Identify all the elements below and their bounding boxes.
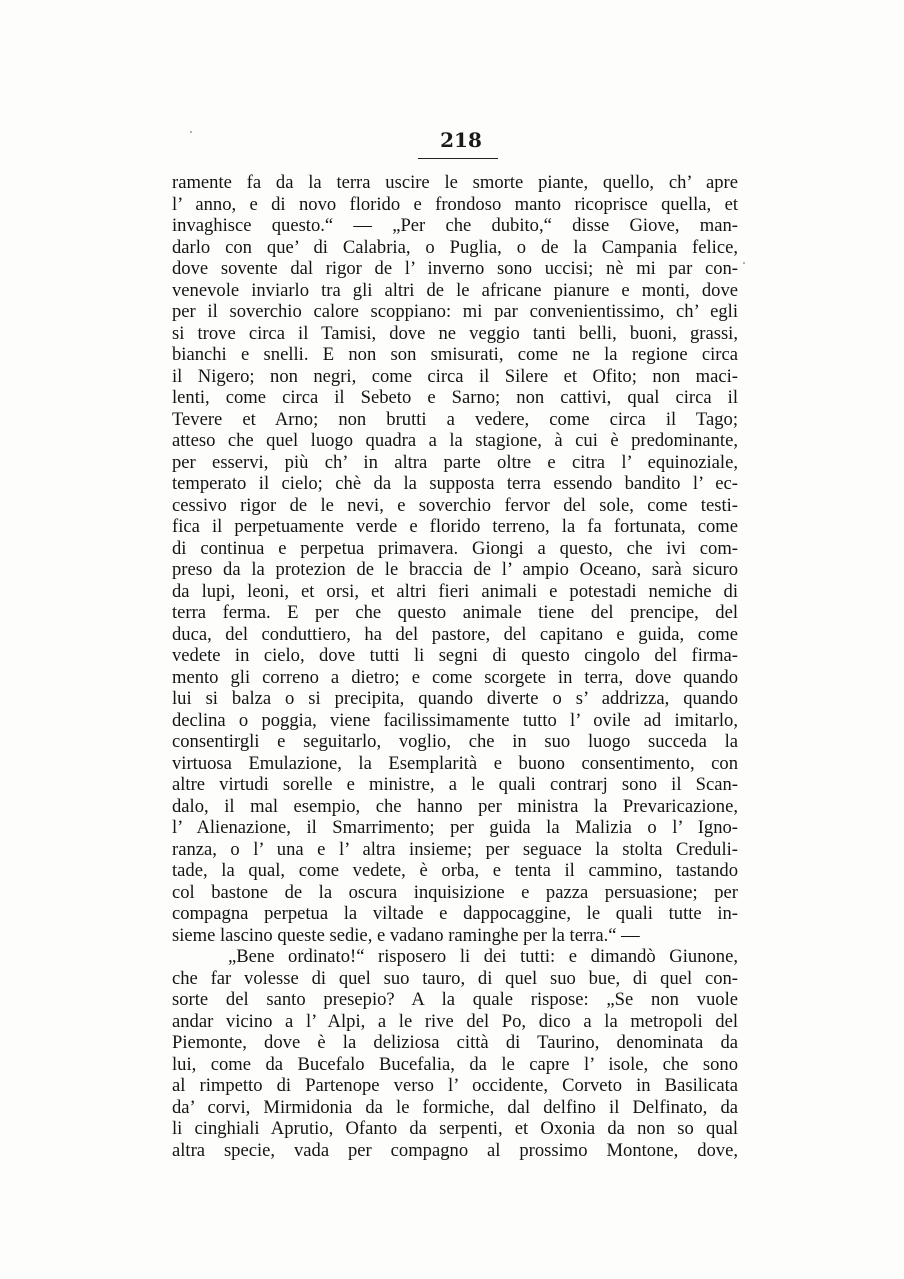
text-line: dalo, il mal esempio, che hanno per ministra la Prevaricazione, [172, 795, 738, 817]
text-line: per il soverchio calore scoppiano: mi par convenientissimo, ch’ egli [172, 301, 738, 322]
text-line: l’ anno, e di novo florido e frondoso manto ricoprisce quella, et [172, 193, 738, 215]
text-line: da’ corvi, Mirmidonia da le formiche, dal delfino il Delfinato, da [172, 1096, 738, 1118]
text-line: si trove circa il Tamisi, dove ne veggio tanti belli, buoni, grassi, [172, 322, 738, 344]
text-line: da lupi, leoni, et orsi, et altri fieri animali e potestadi nemiche di [172, 580, 738, 602]
text-line: mento gli correno a dietro; e come scorgete in terra, dove quando [172, 666, 738, 688]
text-line: temperato il cielo; chè da la supposta terra essendo bandito l’ ec- [172, 473, 738, 494]
text-line: invaghisce questo.“ — „Per che dubito,“ disse Giove, man- [172, 215, 738, 236]
text-line: lenti, come circa il Sebeto e Sarno; non cattivi, qual circa il [172, 387, 738, 408]
text-line: consentirgli e seguitarlo, voglio, che in suo luogo succeda la [172, 731, 738, 752]
text-line: atteso che quel luogo quadra a la stagione, à cui è predominante, [172, 430, 738, 451]
text-line: venevole inviarlo tra gli altri de le africane pianure e monti, dove [172, 279, 738, 301]
text-line: virtuosa Emulazione, la Esemplarità e buono consentimento, con [172, 752, 738, 774]
text-line: tade, la qual, come vedete, è orba, e tenta il cammino, tastando [172, 860, 738, 881]
text-line: altra specie, vada per compagno al prossimo Montone, dove, [172, 1139, 738, 1161]
body-text [172, 172, 738, 1161]
text-line: che far volesse di quel suo tauro, di quel suo bue, di quel con- [172, 967, 738, 989]
text-line: „Bene ordinato!“ risposero li dei tutti: e dimandò Giunone, [228, 946, 738, 967]
text-line: di continua e perpetua primavera. Giongi a questo, che ivi com- [172, 537, 738, 559]
text-line: duca, del conduttiero, ha del pastore, del capitano e guida, come [172, 623, 738, 645]
text-line: preso da la protezion de le braccia de l’ ampio Oceano, sarà sicuro [172, 559, 738, 580]
text-line: altre virtudi sorelle e ministre, a le quali contrarj sono il Scan- [172, 774, 738, 795]
text-line: li cinghiali Aprutio, Ofanto da serpenti, et Oxonia da non so qual [172, 1118, 738, 1139]
text-line: compagna perpetua la viltade e dappocaggine, le quali tutte in- [172, 903, 738, 924]
text-line: andar vicino a l’ Alpi, a le rive del Po, dico a la metropoli del [172, 1010, 738, 1032]
text-line: terra ferma. E per che questo animale tiene del prencipe, del [172, 602, 738, 623]
paper-speck [743, 262, 745, 264]
paper-speck [190, 131, 192, 133]
text-line: col bastone de la oscura inquisizione e pazza persuasione; per [172, 881, 738, 903]
text-line: declina o poggia, viene facilissimamente tutto l’ ovile ad imitarlo, [172, 709, 738, 731]
text-line: ramente fa da la terra uscire le smorte piante, quello, ch’ apre [172, 172, 738, 193]
page-number: 218 [440, 128, 482, 152]
text-line: sieme lascino queste sedie, e vadano raminghe per la terra.“ — [172, 924, 640, 946]
text-line: il Nigero; non negri, come circa il Silere et Ofito; non maci- [172, 365, 738, 387]
text-line: Tevere et Arno; non brutti a vedere, come circa il Tago; [172, 408, 738, 430]
text-line: lui si balza o si precipita, quando diverte o s’ addrizza, quando [172, 688, 738, 709]
text-line: dove sovente dal rigor de l’ inverno sono uccisi; nè mi par con- [172, 258, 738, 279]
text-line: cessivo rigor de le nevi, e soverchio fervor del sole, come testi- [172, 494, 738, 516]
text-line: vedete in cielo, dove tutti li segni di questo cingolo del firma- [172, 645, 738, 666]
text-line: al rimpetto di Partenope verso l’ occidente, Corveto in Basilicata [172, 1075, 738, 1096]
text-line: ranza, o l’ una e l’ altra insieme; per seguace la stolta Creduli- [172, 838, 738, 860]
text-line: lui, come da Bucefalo Bucefalia, da le capre l’ isole, che sono [172, 1053, 738, 1075]
text-line: per esservi, più ch’ in altra parte oltre e citra l’ equinoziale, [172, 451, 738, 473]
text-line: Piemonte, dove è la deliziosa città di Taurino, denominata da [172, 1032, 738, 1053]
text-line: l’ Alienazione, il Smarrimento; per guida la Malizia o l’ Igno- [172, 817, 738, 838]
header-rule [418, 158, 498, 159]
text-line: fica il perpetuamente verde e florido terreno, la fa fortunata, come [172, 516, 738, 537]
text-line: sorte del santo presepio? A la quale rispose: „Se non vuole [172, 989, 738, 1010]
text-line: darlo con que’ di Calabria, o Puglia, o de la Campania felice, [172, 236, 738, 258]
text-line: bianchi e snelli. E non son smisurati, come ne la regione circa [172, 344, 738, 365]
